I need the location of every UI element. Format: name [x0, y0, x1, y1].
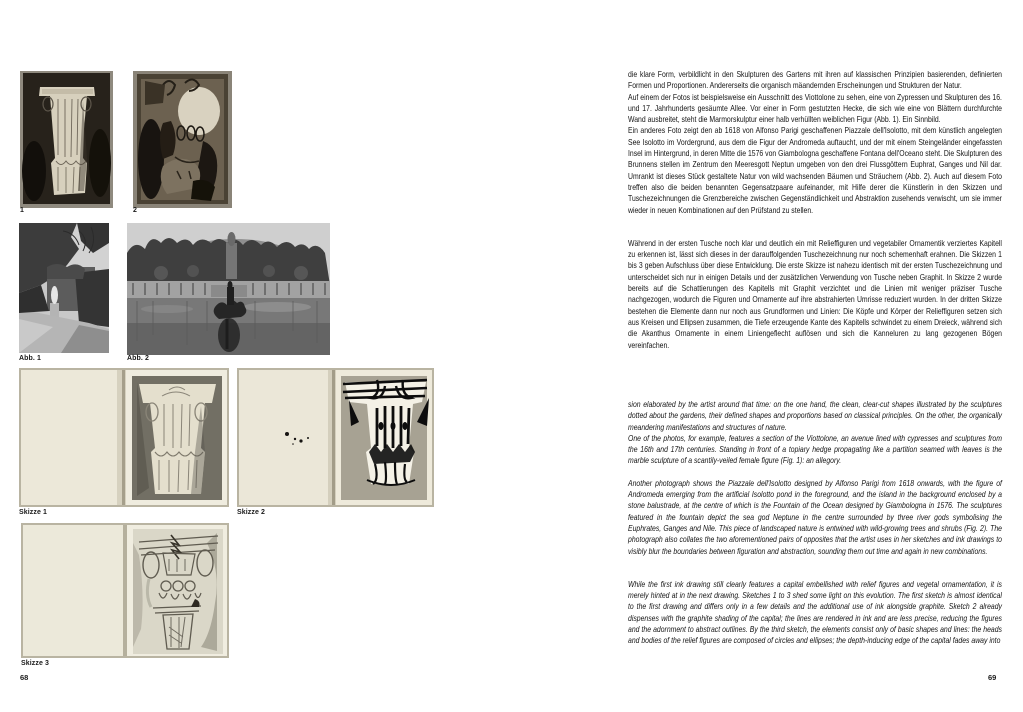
- english-text-column: [628, 399, 1002, 647]
- german-paragraph-3: Ein anderes Foto zeigt den ab 1618 von Alfonso Parigi geschaffenen Piazzale dell'Isolotto, mit dem künstlich angelegten See Isolotto im Vordergrund, aus dem die Figur der Andromeda auftaucht, und der mit einem Steingeländer eingefassten Insel im Hintergrund, in deren Mitte die 1576 von Giambologna geschaffene Fontana dell'Oceano steht. Die Skulpturen des Brunnens stellen im Zentrum den Meeresgott Neptun umgeben von den drei Flussgöttern Euphrat, Ganges und Nil dar. Umrankt ist dieses Stück gestaltete Natur von wild wachsenden Bäumen und Sträuchern (Abb. 2). Auch auf diesem Foto treffen also die beiden benannten Gegensatzpaare aufeinander, mit Hilfe derer die Künstlerin in den Skizzen und Tuschezeichnungen die Grenzbereiche zwischen Gegenständlichkeit und Abstraktion zusehends verwischt, um sie immer wieder in neuen Kombinationen auf den Prüfstand zu stellen.: [628, 126, 1002, 215]
- page-number-right: 69: [988, 673, 997, 682]
- english-paragraph-3: Another photograph shows the Piazzale dell'Isolotto designed by Alfonso Parigi from 1618 onwards, with the figure of Andromeda emerging from the artificial Isolotto pond in the foreground, and the island in the background enclosed by a stone balustrade, at the centre of which is the Fountain of the Ocean designed by Giambologna in 1576. The sculptures featured in the fountain depict the sea god Neptune in the centre surrounded by three river gods symbolising the Euphrates, Ganges and Nile. This piece of landscaped nature is entwined with wild-growing trees and shrubs (Fig. 2). The photograph also collates the two aforementioned pairs of opposites that the artist uses in her sketches and ink drawings to visibly blur the boundaries between figuration and abstraction, sounding them out time and again in new combinations.: [628, 478, 1002, 556]
- english-paragraph-2: One of the photos, for example, features a section of the Viottolone, an avenue lined with cypresses and sculptures from the 16th and 17th centuries. Standing in front of a topiary hedge propagating like a partition seamed with leaves is the marble sculpture of a scantily-veiled female figure (Fig. 1): an allegory.: [628, 433, 1002, 466]
- ink-drawing-2: [133, 71, 232, 208]
- ink-drawing-2-image: [133, 71, 232, 208]
- figure-label-1: 1: [20, 207, 24, 214]
- sketchbook-skizze-3: [21, 523, 229, 658]
- sketchbook-skizze-3-image: [21, 523, 229, 658]
- figure-label-2: 2: [133, 207, 137, 214]
- page-number-left: 68: [20, 673, 29, 682]
- german-paragraph-2: Auf einem der Fotos ist beispielsweise ein Ausschnitt des Viottolone zu sehen, eine von Zypressen und Skulpturen des 16. und 17. Jahrhunderts gesäumte Allee. Vor einer in Form gestutzten Hecke, die sich wie eine von Blättern durchfurchte Wand ausbreitet, steht die Marmorskulptur einer halb verhüllten weiblichen Figur (Abb. 1). Ein Sinnbild.: [628, 92, 1002, 125]
- figure-label-skizze2: Skizze 2: [237, 509, 266, 516]
- figure-label-skizze1: Skizze 1: [19, 509, 48, 516]
- photo-abb-2-image: [127, 223, 330, 355]
- figure-label-skizze3: Skizze 3: [21, 660, 50, 667]
- ink-drawing-1: [20, 71, 113, 208]
- english-paragraph-4: While the first ink drawing still clearly features a capital embellished with relief figures and vegetal ornamentation, it is merely hinted at in the next drawing. Sketches 1 to 3 shed some light on this evolution. The first sketch is almost identical to the first drawing and differs only in a few details and the additional use of ink alongside graphite. Sketch 2 already dispenses with the graphite shading of the capital; the lines are rendered in ink and are less precise, reducing the figures and the adornment to abstract outlines. By the third sketch, the elements consist only of basic shapes and lines: the heads and bodies of the relief figures are composed of circles and ellipses; the depth-inducing edge of the capital fades away into: [628, 579, 1002, 646]
- photo-abb-2: [127, 223, 330, 355]
- ink-drawing-1-image: [20, 71, 113, 208]
- sketchbook-skizze-2-image: [237, 368, 434, 507]
- photo-abb-1: [19, 223, 109, 353]
- figure-label-abb1: Abb. 1: [19, 355, 41, 362]
- german-paragraph-4: Während in der ersten Tusche noch klar und deutlich ein mit Relieffiguren und vegetabiler Ornamentik verziertes Kapitell zu erkennen ist, lässt sich dieses in der darauffolgenden Tuschezeichnung nur noch schemenhaft erahnen. Die Skizzen 1 bis 3 geben Aufschluss über diese Entwicklung. Die erste Skizze ist nahezu identisch mit der ersten Tuschezeichnung und unterscheidet sich nur in einigen Details und der zusätzlichen Verwendung von Tusche neben Graphit. In Skizze 2 wurde bereits auf die Schattierungen des Kapitells mit Graphit verzichtet und die Linien mit weniger präziser Tusche nachgezogen, wodurch die Figuren und Ornamente auf ihre abstrahierten Umrisse reduziert wurden. In der dritten Skizze bestehen die Elemente dann nur noch aus Grundformen und Linien: Die Köpfe und Körper der Relieffiguren setzen sich aus Kreisen und Ellipsen zusammen, die Tiefe erzeugende Kante des Kapitells schwindet zu einem Dreieck, während sich die Akanthus Ornamente in einem Liniengeflecht auflösen und sich die Kanneluren zu lang gezogenen Bögen vereinfachen.: [628, 238, 1002, 350]
- english-paragraph-1: sion elaborated by the artist around that time: on the one hand, the clean, clear-cut shapes illustrated by the sculptures dotted about the gardens, their defined shapes and proportions based on classical principles. On the other, the organically meandering manifestations and structures of nature.: [628, 400, 1002, 432]
- figure-label-abb2: Abb. 2: [127, 355, 149, 362]
- german-text-column: [628, 69, 1002, 351]
- sketchbook-skizze-1-image: [19, 368, 229, 507]
- sketchbook-skizze-2: [237, 368, 434, 507]
- sketchbook-skizze-1: [19, 368, 229, 507]
- photo-abb-1-image: [19, 223, 109, 353]
- german-paragraph-1: die klare Form, verbildlicht in den Skulpturen des Gartens mit ihren auf klassischen Prinzipien basierenden, definierten Formen und Proportionen. Andererseits die organisch mäandernden Erscheinungen und Strukturen der Natur.: [628, 70, 1002, 91]
